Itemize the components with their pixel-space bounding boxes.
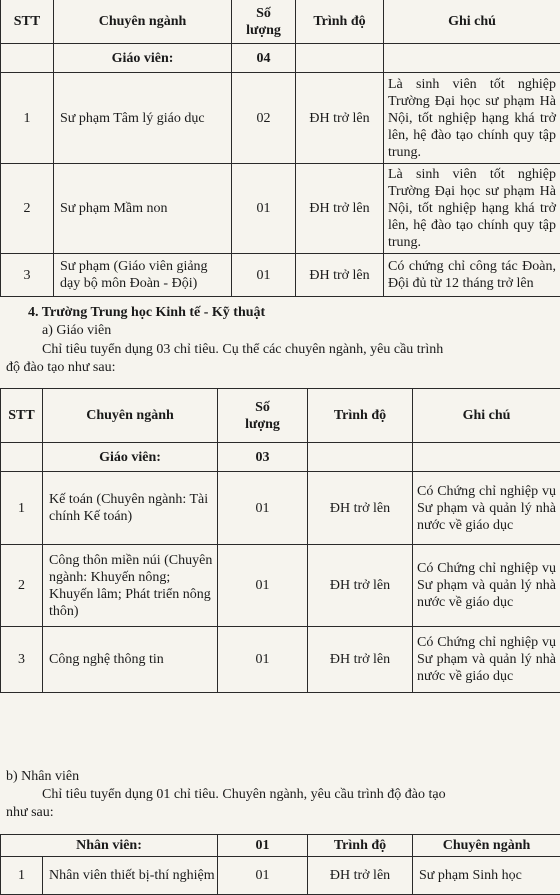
header-qty: 01 [218,835,308,857]
table-giao-vien-2 [0,388,560,693]
header-major: Chuyên ngành [413,835,560,857]
table-row: 1 Sư phạm Tâm lý giáo dục 02 ĐH trở lên Là sinh viên tốt nghiệp Trường Đại học sư phạm Hà Nội, tốt nghiệp hạng khá trở lên, hệ đào tạo chính quy tập trung. [1,73,560,164]
group-label: Giáo viên: [43,443,218,472]
paragraph-a-line2: độ đào tạo như sau: [6,359,115,376]
header-note: Ghi chú [384,0,560,44]
paragraph-b-line2: như sau: [6,804,54,821]
table-row: 2 Công thôn miền núi (Chuyên ngành: Khuyến nông; Khuyến lâm; Phát triển nông thôn) 01 ĐH trở lên Có Chứng chỉ nghiệp vụ Sư phạm và quản lý nhà nước về giáo dục [1,545,560,627]
table-row: 2 Sư phạm Mầm non 01 ĐH trở lên Là sinh viên tốt nghiệp Trường Đại học sư phạm Hà Nội, tốt nghiệp hạng khá trở lên, hệ đào tạo chính quy tập trung. [1,164,560,254]
header-level: Trình độ [308,835,413,857]
header-note: Ghi chú [413,389,560,443]
paragraph-b-line1: Chỉ tiêu tuyển dụng 01 chỉ tiêu. Chuyên ngành, yêu cầu trình độ đào tạo [42,786,446,803]
group-count: 03 [218,443,308,472]
header-level: Trình độ [308,389,413,443]
header-position: Nhân viên: [1,835,218,857]
sub-heading-a: a) Giáo viên [42,322,111,339]
table-row: 1 Kế toán (Chuyên ngành: Tài chính Kế toán) 01 ĐH trở lên Có Chứng chỉ nghiệp vụ Sư phạm và quản lý nhà nước về giáo dục [1,472,560,545]
table-header-row [1,389,560,443]
group-label: Giáo viên: [54,44,232,73]
table-header-row [1,835,560,857]
table-giao-vien-1 [0,0,560,297]
header-qty: Số lượng [232,0,296,44]
header-stt: STT [1,0,54,44]
header-major: Chuyên ngành [43,389,218,443]
table-row: 3 Công nghệ thông tin 01 ĐH trở lên Có Chứng chỉ nghiệp vụ Sư phạm và quản lý nhà nước về giáo dục [1,627,560,693]
header-stt: STT [1,389,43,443]
group-row [1,443,560,472]
group-count: 04 [232,44,296,73]
table-row: 1 Nhân viên thiết bị-thí nghiệm 01 ĐH trở lên Sư phạm Sinh học [1,857,560,895]
paragraph-a-line1: Chỉ tiêu tuyển dụng 03 chỉ tiêu. Cụ thể các chuyên ngành, yêu cầu trình [42,341,443,358]
section-heading: 4. Trường Trung học Kinh tế - Kỹ thuật [28,304,265,321]
table-header-row [1,0,560,44]
header-major: Chuyên ngành [54,0,232,44]
header-qty: Số lượng [218,389,308,443]
table-nhan-vien [0,834,560,895]
header-level: Trình độ [296,0,384,44]
sub-heading-b: b) Nhân viên [6,768,79,785]
table-row: 3 Sư phạm (Giáo viên giảng dạy bộ môn Đoàn - Đội) 01 ĐH trở lên Có chứng chỉ công tác Đoàn, Đội đủ từ 12 tháng trở lên [1,254,560,297]
group-row [1,44,560,73]
